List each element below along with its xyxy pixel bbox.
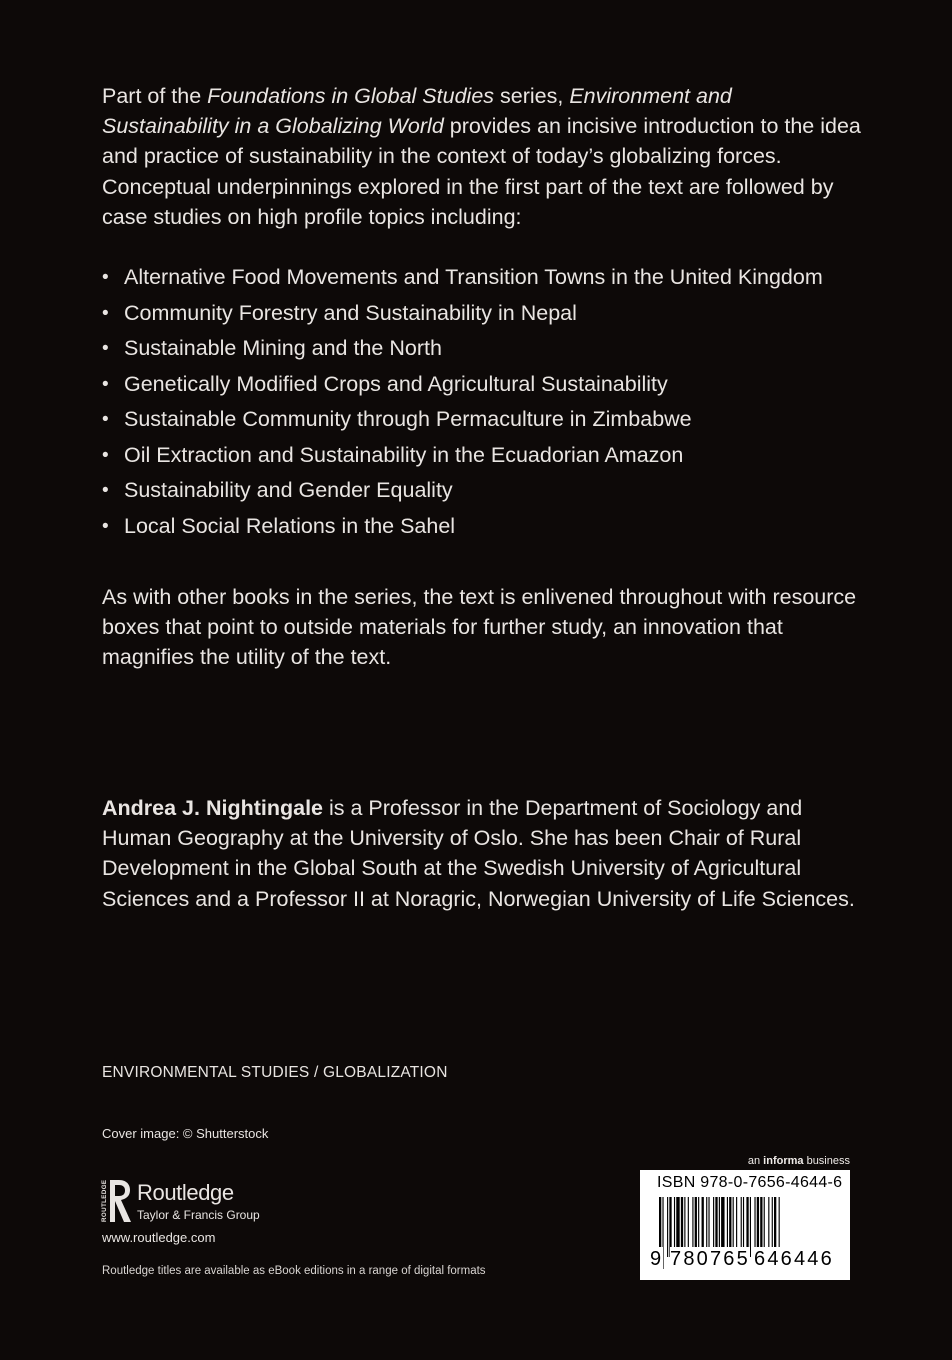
subject-category: ENVIRONMENTAL STUDIES / GLOBALIZATION <box>102 1064 448 1081</box>
barcode-panel <box>640 1170 850 1280</box>
isbn-label: ISBN 978-0-7656-4644-6 <box>657 1174 843 1191</box>
book-title: Environment and Sustainability in a Globalizing World <box>102 84 732 139</box>
bullet-icon: • <box>102 302 109 324</box>
topic-text: Sustainable Community through Permaculture in Zimbabwe <box>124 407 692 431</box>
list-item <box>102 332 823 368</box>
topic-text: Oil Extraction and Sustainability in the Ecuadorian Amazon <box>124 442 684 467</box>
informa-brand: informa <box>763 1155 804 1167</box>
topic-list <box>102 261 823 545</box>
barcode-digits-left: 780765 <box>670 1248 750 1270</box>
bullet-icon: • <box>102 515 109 537</box>
list-item <box>102 297 823 333</box>
publisher-subtitle: Taylor & Francis Group <box>137 1208 260 1222</box>
barcode-digits <box>640 1247 850 1275</box>
cover-credit: Cover image: © Shutterstock <box>102 1126 269 1141</box>
topic-text: Alternative Food Movements and Transition Towns in the United Kingdom <box>124 265 823 289</box>
informa-tagline: an informa business <box>747 1155 850 1167</box>
intro-text-1: Part of the <box>102 84 208 108</box>
intro-text-2: series, <box>494 84 570 108</box>
list-item <box>102 439 823 475</box>
topic-text: Sustainability and Gender Equality <box>124 478 453 502</box>
logo-vertical-text: ROUTLEDGE <box>101 1179 108 1222</box>
publisher-name: Routledge <box>137 1180 234 1205</box>
barcode-digits-right: 646446 <box>754 1248 834 1270</box>
list-item <box>102 403 823 439</box>
blurb-outro: As with other books in the series, the text is enlivened throughout with resource boxes that point to outside materials for further study, an innovation that magnifies the utility of the text. <box>102 585 857 670</box>
author-bio <box>102 793 862 914</box>
list-item <box>102 510 823 546</box>
bullet-icon: • <box>102 267 109 288</box>
ebook-note: Routledge titles are available as eBook editions in a range of digital formats <box>102 1265 486 1277</box>
blurb-intro <box>102 81 862 232</box>
bullet-icon: • <box>102 444 109 466</box>
publisher-website: www.routledge.com <box>102 1230 216 1245</box>
author-bio-text: is a Professor in the Department of Sociology and Human Geography at the University of Oslo. She has been Chair of Rural Development in the Global South at the Swedish University of Agricultural Sciences and a Professor II at Noragric, Norwegian University of Life Sciences. <box>102 796 855 911</box>
bullet-icon: • <box>102 338 109 359</box>
barcode-digit-first: 9 <box>650 1248 664 1270</box>
list-item <box>102 474 823 510</box>
topic-text: Genetically Modified Crops and Agricultural Sustainability <box>124 371 668 396</box>
topic-text: Community Forestry and Sustainability in Nepal <box>124 300 577 325</box>
list-item <box>102 368 823 404</box>
routledge-logo-icon <box>100 1178 132 1224</box>
publisher-logo <box>100 1178 280 1226</box>
author-name: Andrea J. Nightingale <box>102 796 324 820</box>
bullet-icon: • <box>102 409 109 430</box>
bullet-icon: • <box>102 373 109 395</box>
topic-text: Local Social Relations in the Sahel <box>124 513 456 538</box>
series-title: Foundations in Global Studies <box>207 84 495 108</box>
list-item <box>102 261 823 297</box>
topic-text: Sustainable Mining and the North <box>124 336 442 360</box>
bullet-icon: • <box>102 480 109 501</box>
intro-text-3: provides an incisive introduction to the idea and practice of sustainability in the context of today’s globalizing forces. Conceptual underpinnings explored in the first part of the text are followed by case studies on high profile topics including: <box>102 114 861 229</box>
